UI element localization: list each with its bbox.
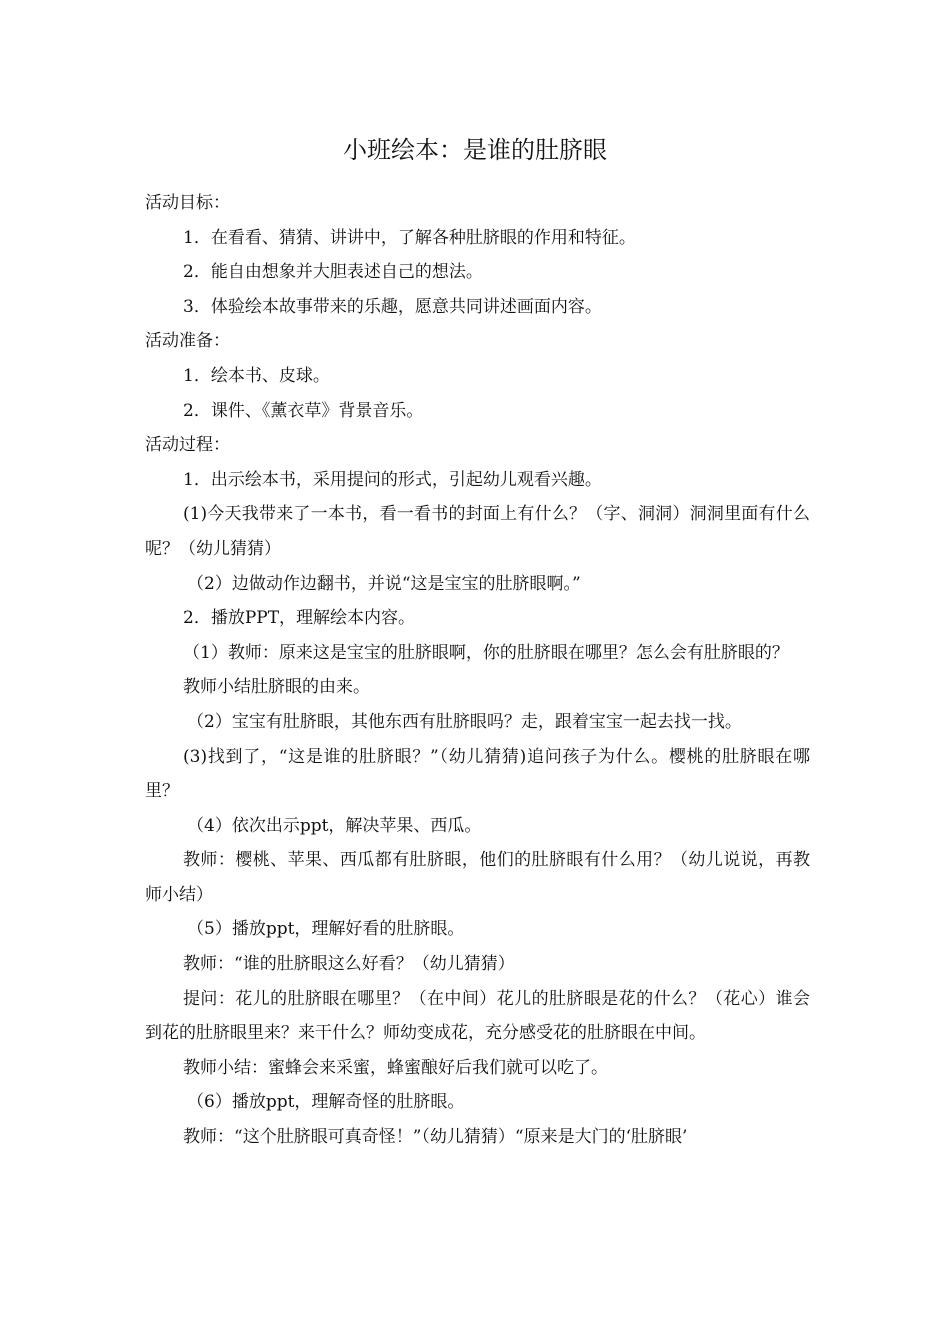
process-paragraph: （2）宝宝有肚脐眼，其他东西有肚脐眼吗？走，跟着宝宝一起去找一找。 bbox=[187, 711, 742, 732]
prep-heading: 活动准备： bbox=[145, 331, 230, 352]
document-body bbox=[145, 186, 810, 1155]
process-paragraph: (3)找到了，“这是谁的肚脐眼？”（幼儿猜猜)追问孩子为什么。樱桃的肚脐眼在哪里？ bbox=[145, 746, 810, 802]
page-title: 小班绘本：是谁的肚脐眼 bbox=[343, 136, 607, 164]
process-paragraph: 教师：樱桃、苹果、西瓜都有肚脐眼，他们的肚脐眼有什么用？（幼儿说说，再教师小结） bbox=[145, 850, 810, 905]
process-paragraph: 教师小结肚脐眼的由来。 bbox=[183, 677, 370, 698]
process-paragraph: （6）播放ppt，理解奇怪的肚脐眼。 bbox=[187, 1092, 465, 1113]
goals-heading: 活动目标： bbox=[145, 193, 230, 213]
process-paragraph: （1）教师：原来这是宝宝的肚脐眼啊，你的肚脐眼在哪里？怎么会有肚脐眼的？ bbox=[183, 642, 789, 663]
process-paragraph: （4）依次出示ppt，解决苹果、西瓜。 bbox=[187, 815, 482, 836]
goal-item: 3．体验绘本故事带来的乐趣，愿意共同讲述画面内容。 bbox=[183, 296, 602, 317]
process-paragraph: （2）边做动作边翻书，并说“这是宝宝的肚脐眼啊。” bbox=[187, 573, 581, 594]
process-paragraph: 教师小结：蜜蜂会来采蜜，蜂蜜酿好后我们就可以吃了。 bbox=[183, 1057, 608, 1078]
process-step: 2．播放PPT，理解绘本内容。 bbox=[183, 608, 416, 629]
process-heading: 活动过程： bbox=[145, 435, 230, 456]
process-step: 1．出示绘本书，采用提问的形式，引起幼儿观看兴趣。 bbox=[183, 469, 602, 490]
goal-item: 1．在看看、猜猜、讲讲中，了解各种肚脐眼的作用和特征。 bbox=[183, 227, 636, 248]
goal-item: 2．能自由想象并大胆表述自己的想法。 bbox=[183, 262, 483, 283]
process-paragraph: （5）播放ppt，理解好看的肚脐眼。 bbox=[187, 919, 465, 940]
process-paragraph: 教师：“这个肚脐眼可真奇怪！”（幼儿猜猜）“原来是大门的‘肚脐眼’ bbox=[183, 1127, 688, 1148]
prep-item: 1．绘本书、皮球。 bbox=[183, 365, 330, 386]
prep-item: 2．课件、《薰衣草》背景音乐。 bbox=[183, 400, 424, 421]
process-paragraph: 教师：“谁的肚脐眼这么好看？（幼儿猜猜） bbox=[183, 954, 515, 975]
process-paragraph: (1)今天我带来了一本书，看一看书的封面上有什么？（字、洞洞）洞洞里面有什么呢？（幼儿猜猜） bbox=[145, 504, 810, 559]
process-paragraph: 提问：花儿的肚脐眼在哪里？（在中间）花儿的肚脐眼是花的什么？（花心）谁会到花的肚脐眼里来？来干什么？师幼变成花，充分感受花的肚脐眼在中间。 bbox=[145, 988, 810, 1044]
